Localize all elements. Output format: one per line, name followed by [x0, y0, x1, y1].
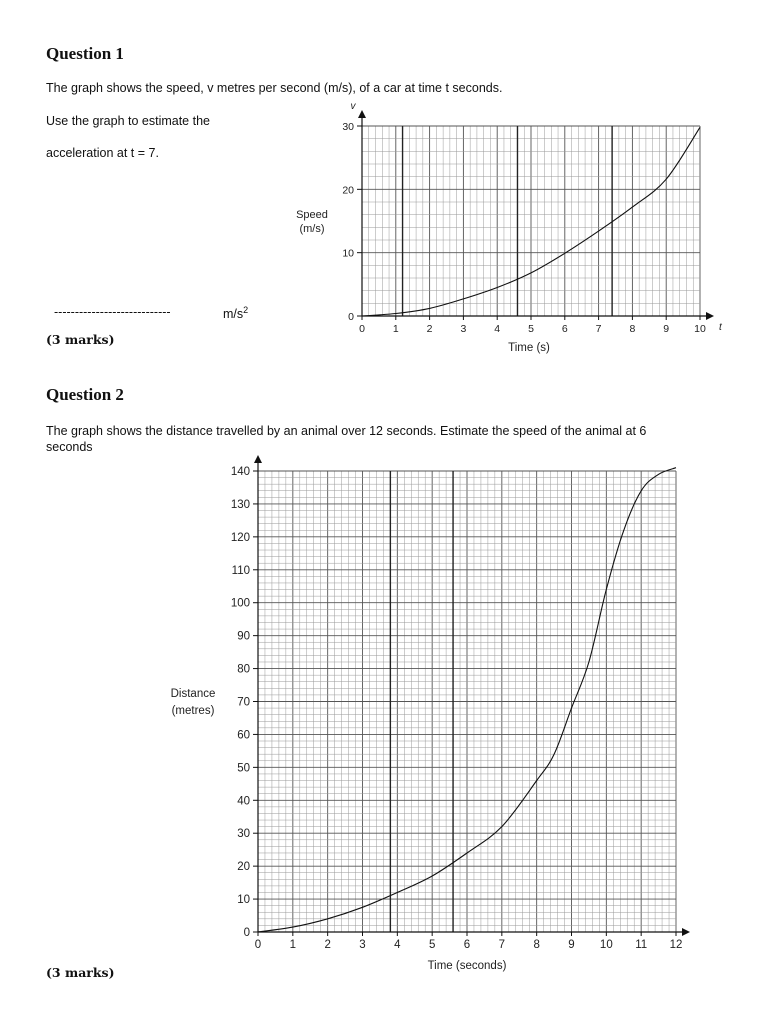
speed-x-tick-label: 3 — [460, 323, 467, 335]
distance-x-tick-label: 1 — [289, 939, 297, 951]
distance-y-tick-label: 100 — [230, 597, 250, 610]
speed-x-tick-label: 4 — [494, 323, 501, 335]
question1-instruction: Use the graph to estimate the — [46, 114, 210, 128]
speed-x-symbol: t — [719, 322, 722, 333]
distance-y-tick-label: 30 — [237, 828, 250, 841]
speed-ylabel-line2: (m/s) — [299, 223, 325, 235]
speed-xlabel: Time (s) — [508, 342, 550, 354]
distance-y-tick-label: 60 — [237, 729, 250, 742]
distance-y-tick-label: 120 — [230, 531, 250, 544]
speed-x-tick-label: 6 — [561, 323, 568, 335]
answer-unit-text: m/s — [223, 307, 244, 322]
distance-x-tick-label: 9 — [568, 939, 575, 951]
distance-x-tick-label: 3 — [359, 939, 366, 951]
distance-y-tick-label: 140 — [230, 466, 250, 478]
distance-chart-ticks — [231, 466, 683, 951]
question2-text: The graph shows the distance travelled by an animal over 12 seconds. Estimate the speed of the animal at 6 — [46, 424, 647, 438]
distance-x-tick-label: 0 — [254, 939, 262, 951]
distance-x-axis-arrow — [682, 928, 690, 936]
question1-marks: (3 marks) — [46, 332, 115, 347]
distance-y-tick-label: 130 — [230, 498, 250, 511]
distance-x-tick-label: 6 — [463, 939, 471, 951]
speed-x-tick-label: 9 — [663, 323, 670, 335]
speed-y-tick-label: 30 — [342, 121, 354, 133]
question1-text: The graph shows the speed, v metres per second (m/s), of a car at time t seconds. — [46, 81, 503, 95]
question1-instruction-2: acceleration at t = 7. — [46, 146, 159, 160]
distance-x-tick-label: 5 — [428, 939, 436, 951]
distance-y-tick-label: 90 — [237, 630, 250, 643]
speed-y-tick-label: 0 — [348, 311, 354, 323]
answer-line[interactable]: ---------------------------- — [54, 305, 171, 319]
distance-y-tick-label: 70 — [237, 696, 250, 709]
distance-y-tick-label: 110 — [231, 564, 250, 577]
speed-ylabel-line1: Speed — [296, 209, 328, 221]
question1-title: Question 1 — [46, 44, 124, 63]
speed-x-tick-label: 5 — [528, 323, 534, 335]
speed-y-tick-label: 20 — [342, 184, 354, 197]
speed-y-symbol: v — [350, 101, 356, 112]
question2-title: Question 2 — [46, 385, 124, 404]
distance-x-tick-label: 11 — [635, 939, 648, 951]
distance-y-tick-label: 50 — [237, 762, 250, 775]
speed-x-tick-label: 8 — [629, 323, 636, 335]
speed-y-tick-label: 10 — [342, 247, 354, 260]
distance-x-tick-label: 8 — [533, 939, 540, 951]
distance-chart-grid — [258, 471, 676, 932]
distance-x-tick-label: 10 — [599, 939, 613, 951]
distance-y-tick-label: 40 — [237, 795, 250, 808]
distance-y-axis-arrow — [254, 455, 262, 463]
distance-ylabel-line2: (metres) — [171, 705, 215, 717]
question2-marks: (3 marks) — [46, 965, 115, 980]
distance-x-tick-label: 7 — [498, 939, 506, 951]
speed-x-tick-label: 0 — [359, 323, 365, 335]
speed-x-tick-label: 1 — [392, 323, 399, 335]
distance-xlabel: Time (seconds) — [427, 960, 507, 972]
distance-x-tick-label: 4 — [394, 939, 401, 951]
distance-y-tick-label: 10 — [237, 894, 250, 907]
answer-unit-exponent: 2 — [243, 305, 249, 315]
distance-x-tick-label: 12 — [669, 939, 683, 951]
speed-x-tick-label: 2 — [426, 323, 433, 335]
distance-y-tick-label: 0 — [243, 927, 250, 939]
distance-x-tick-label: 2 — [324, 939, 331, 951]
distance-y-tick-label: 80 — [237, 663, 250, 676]
distance-ylabel-line1: Distance — [170, 688, 216, 700]
speed-x-tick-label: 7 — [595, 323, 602, 335]
speed-x-tick-label: 10 — [694, 323, 706, 335]
question2-text-2: seconds — [46, 440, 93, 454]
distance-y-tick-label: 20 — [237, 861, 250, 874]
